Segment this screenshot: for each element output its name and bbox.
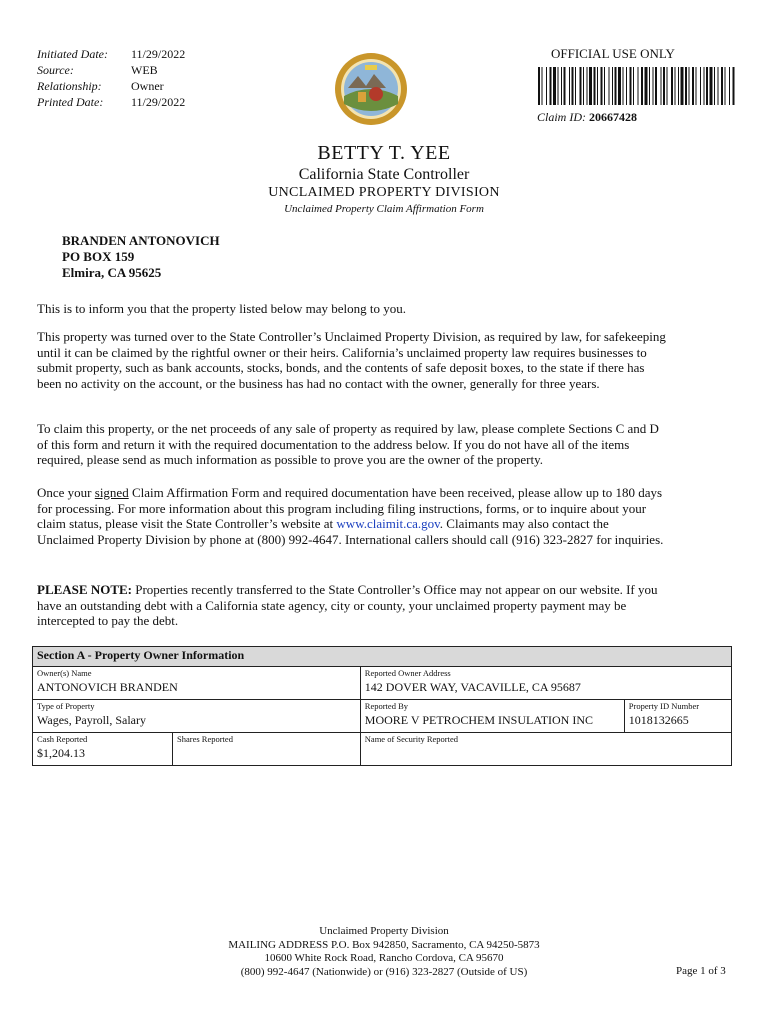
owner-address-value: 142 DOVER WAY, VACAVILLE, CA 95687 xyxy=(364,680,581,694)
please-note-text: Properties recently transferred to the State Controller’s Office may not appear on our website. If you have an outstanding debt with a California state agency, city or county, your unclaimed property payment may be intercepted to pay the debt. xyxy=(37,582,658,628)
meta-label: Printed Date: xyxy=(37,95,104,109)
property-id-value: 1018132665 xyxy=(628,713,689,727)
field-label: Type of Property xyxy=(37,701,95,711)
california-state-seal xyxy=(334,52,408,126)
address-line-name: BRANDEN ANTONOVICH xyxy=(62,233,220,248)
cash-reported-value: $1,204.13 xyxy=(37,746,85,760)
processing-text-c: . Claimants may also contact the Unclaimed Property Division by phone at (800) 992-4647. International callers should call (916) 323-2827 for inquiries. xyxy=(37,516,664,547)
processing-text-b: Claim Affirmation Form and required documentation have been received, please allow up to 180 days for processing. For more information about this program including filing instructions, forms, or to inquire about your claim status, please visit the State Controller’s website at xyxy=(37,485,663,531)
claim-id-value: 20667428 xyxy=(589,110,637,124)
division-title: UNCLAIMED PROPERTY DIVISION xyxy=(268,185,500,200)
section-a-table xyxy=(32,646,732,766)
property-type-value: Wages, Payroll, Salary xyxy=(37,713,147,727)
please-note-paragraph xyxy=(37,582,667,629)
claim-id-label: Claim ID: xyxy=(537,110,586,124)
property-id-cell xyxy=(624,700,731,733)
footer-street-address: 10600 White Rock Road, Rancho Cordova, CA 95670 xyxy=(264,952,504,964)
reported-by-cell xyxy=(360,700,624,733)
meta-value: 11/29/2022 xyxy=(131,47,186,61)
controller-title: California State Controller xyxy=(298,166,470,183)
field-label: Name of Security Reported xyxy=(364,734,459,744)
page-number: Page 1 of 3 xyxy=(676,965,726,977)
claim-meta-block xyxy=(37,46,185,110)
official-use-label: OFFICIAL USE ONLY xyxy=(551,46,675,61)
meta-label: Relationship: xyxy=(37,79,102,93)
form-title: Unclaimed Property Claim Affirmation Form xyxy=(284,203,484,215)
intro-paragraph: This is to inform you that the property listed below may belong to you. xyxy=(37,301,407,316)
barcode-image xyxy=(538,67,736,105)
meta-label: Initiated Date: xyxy=(37,47,108,61)
footer-address-block xyxy=(0,925,768,979)
footer-phone: (800) 992-4647 (Nationwide) or (916) 323-2827 (Outside of US) xyxy=(240,965,528,978)
meta-value: 11/29/2022 xyxy=(131,95,186,109)
claim-id xyxy=(537,110,637,125)
meta-value: WEB xyxy=(131,63,158,77)
section-a-header: Section A - Property Owner Information xyxy=(33,647,732,667)
please-note-label: PLEASE NOTE: xyxy=(37,582,132,597)
reported-by-value: MOORE V PETROCHEM INSULATION INC xyxy=(364,713,594,727)
recipient-address xyxy=(62,233,220,281)
field-label: Cash Reported xyxy=(37,734,88,744)
field-label: Shares Reported xyxy=(177,734,233,744)
signed-emphasis: signed xyxy=(94,485,129,500)
claim-instructions-paragraph: To claim this property, or the net proceeds of any sale of property as required by law, please complete Sections C and D of this form and return it with the required documentation to the address below. If you do not have all of the items required, please send as much information as possible to prove you are the owner of the property. xyxy=(37,421,659,467)
field-label: Property ID Number xyxy=(628,701,700,711)
meta-row-printed xyxy=(37,94,185,110)
field-label: Reported Owner Address xyxy=(364,668,451,678)
address-line-box: PO BOX 159 xyxy=(62,249,135,264)
field-label: Reported By xyxy=(364,701,408,711)
footer-division: Unclaimed Property Division xyxy=(319,925,449,937)
meta-row-source xyxy=(37,62,185,78)
shares-reported-cell xyxy=(173,733,361,766)
address-line-city: Elmira, CA 95625 xyxy=(62,265,162,280)
explanation-paragraph: This property was turned over to the State Controller’s Unclaimed Property Division, as required by law, for safekeeping until it can be claimed by the rightful owner or their heirs. California’s unclaimed property law requires businesses to submit property, such as bank accounts, stocks, bonds, and the contents of safe deposit boxes, to the state if there has been no activity on the account, or the business has had no contact with the owner, generally for three years. xyxy=(37,329,666,391)
property-type-cell xyxy=(33,700,361,733)
field-label: Owner(s) Name xyxy=(37,668,92,678)
owner-address-cell xyxy=(360,667,731,700)
controller-name: BETTY T. YEE xyxy=(317,142,451,164)
owner-name-cell xyxy=(33,667,361,700)
processing-paragraph xyxy=(37,485,667,547)
footer-mailing-address: MAILING ADDRESS P.O. Box 942850, Sacramento, CA 94250-5873 xyxy=(228,938,540,951)
claimit-website-link[interactable]: www.claimit.ca.gov xyxy=(336,516,440,531)
cash-reported-cell xyxy=(33,733,173,766)
processing-text-a: Once your xyxy=(37,485,95,500)
security-name-cell xyxy=(360,733,731,766)
meta-label: Source: xyxy=(37,63,74,77)
meta-row-initiated xyxy=(37,46,185,62)
owner-name-value: ANTONOVICH BRANDEN xyxy=(37,680,178,694)
meta-value: Owner xyxy=(131,79,164,93)
meta-row-relationship xyxy=(37,78,185,94)
